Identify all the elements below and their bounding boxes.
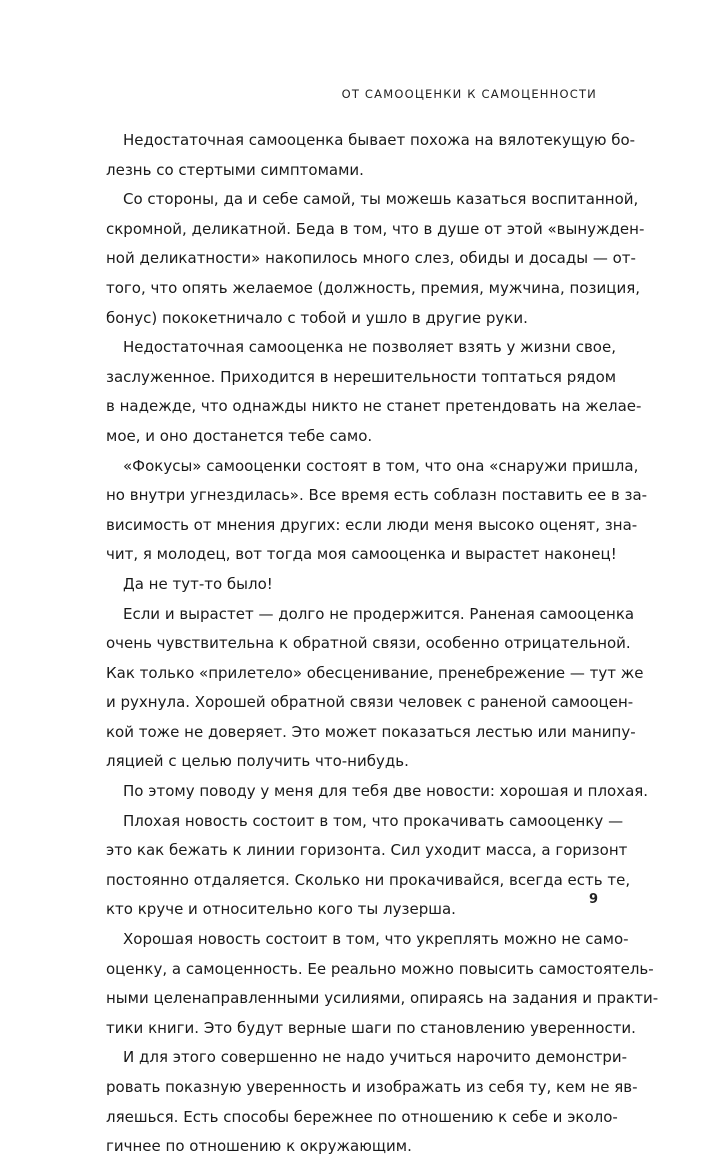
- text-line: кто круче и относительно кого ты лузерша.: [106, 900, 456, 919]
- text-line: ляешься. Есть способы бережнее по отношению к себе и эколо-: [106, 1107, 618, 1126]
- text-line: скромной, деликатной. Беда в том, что в душе от этой «вынужден-: [106, 219, 645, 238]
- text-line: оценку, а самоценность. Ее реально можно повысить самостоятель-: [106, 959, 654, 978]
- text-line: мое, и оно достанется тебе само.: [106, 426, 373, 445]
- text-line: бонус) пококетничало с тобой и ушло в другие руки.: [106, 308, 528, 327]
- text-line: чит, я молодец, вот тогда моя самооценка и вырастет наконец!: [106, 545, 617, 564]
- text-line: Хорошая новость состоит в том, что укреплять можно не само-: [123, 930, 629, 949]
- text-line: Со стороны, да и себе самой, ты можешь казаться воспитанной,: [123, 190, 639, 209]
- text-line: это как бежать к линии горизонта. Сил уходит масса, а горизонт: [106, 841, 628, 860]
- text-line: тики книги. Это будут верные шаги по становлению уверенности.: [106, 1018, 636, 1037]
- text-line: И для этого совершенно не надо учиться нарочито демонстри-: [123, 1048, 628, 1067]
- text-line: висимость от мнения других: если люди меня высоко оценят, зна-: [106, 515, 638, 534]
- text-line: «Фокусы» самооценки состоят в том, что она «снаружи пришла,: [123, 456, 639, 475]
- text-line: Да не тут-то было!: [123, 574, 273, 593]
- text-line: очень чувствительна к обратной связи, особенно отрицательной.: [106, 634, 631, 653]
- text-line: постоянно отдаляется. Сколько ни прокачивайся, всегда есть те,: [106, 870, 631, 889]
- text-line: ляцией с целью получить что-нибудь.: [106, 752, 409, 771]
- text-line: и рухнула. Хорошей обратной связи человек с раненой самооцен-: [106, 693, 634, 712]
- running-header: ОТ САМООЦЕНКИ К САМОЦЕННОСТИ: [341, 87, 597, 101]
- text-line: Если и вырастет — долго не продержится. Раненая самооценка: [123, 604, 635, 623]
- text-line: Недостаточная самооценка бывает похожа на вялотекущую бо-: [123, 131, 636, 149]
- text-line: ровать показную уверенность и изображать из себя ту, кем не яв-: [106, 1078, 638, 1096]
- text-line: но внутри угнездилась». Все время есть соблазн поставить ее в за-: [106, 486, 648, 505]
- text-line: ной деликатности» накопилось много слез, обиды и досады — от-: [106, 249, 636, 268]
- text-line: заслуженное. Приходится в нерешительности топтаться рядом: [106, 367, 617, 386]
- text-line: Плохая новость состоит в том, что прокачивать самооценку —: [123, 811, 624, 830]
- text-line: ными целенаправленными усилиями, опираясь на задания и практи-: [106, 989, 659, 1008]
- text-line: По этому поводу у меня для тебя две новости: хорошая и плохая.: [123, 782, 649, 801]
- text-line: кой тоже не доверяет. Это может показаться лестью или манипу-: [106, 722, 636, 741]
- text-line: Как только «прилетело» обесценивание, пренебрежение — тут же: [106, 663, 644, 682]
- text-line: в надежде, что однажды никто не станет претендовать на желае-: [106, 397, 642, 416]
- page-number: 9: [588, 892, 598, 907]
- text-line: гичнее по отношению к окружающим.: [106, 1137, 412, 1156]
- text-line: лезнь со стертыми симптомами.: [106, 160, 364, 179]
- body-text: [106, 126, 659, 1162]
- text-line: Недостаточная самооценка не позволяет взять у жизни свое,: [123, 338, 616, 357]
- text-line: того, что опять желаемое (должность, премия, мужчина, позиция,: [106, 278, 640, 297]
